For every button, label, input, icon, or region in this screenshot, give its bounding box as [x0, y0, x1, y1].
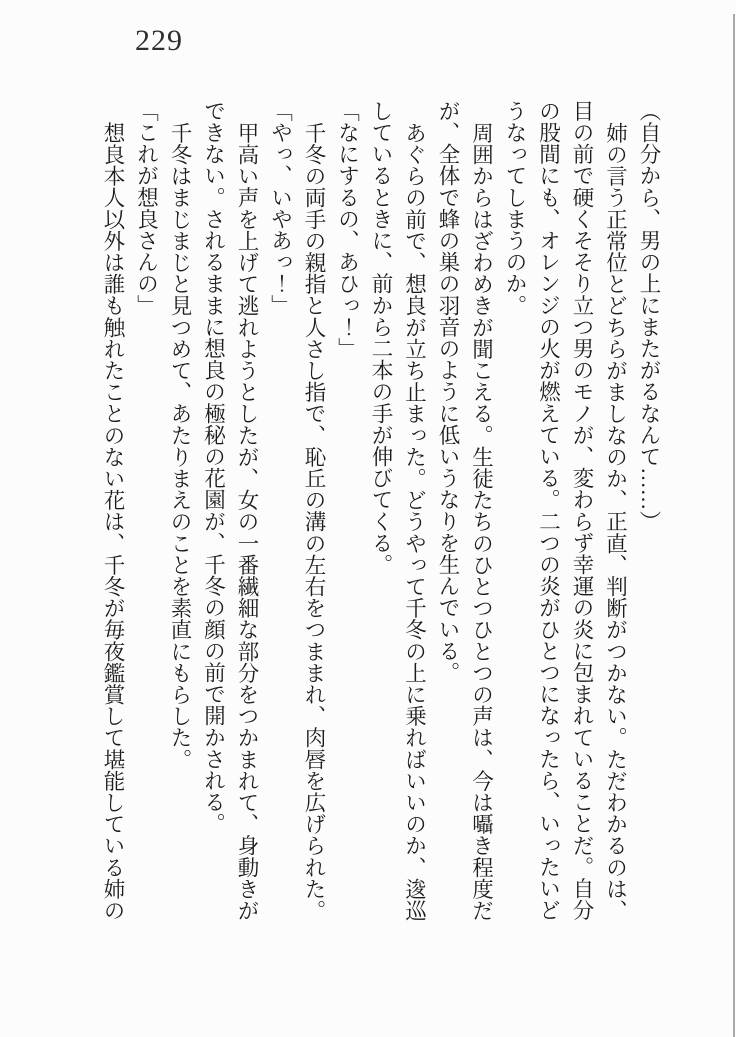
text-line: 千冬の両手の親指と人さし指で、恥丘の溝の左右をつままれ、肉唇を広げられた。 — [302, 121, 326, 921]
body-text-block — [93, 100, 665, 932]
page-edge-line — [733, 14, 735, 1037]
text-line: 千冬はまじまじと見つめて、あたりまえのことを素直にもらした。 — [168, 121, 192, 770]
page-number: 229 — [135, 24, 183, 57]
text-line: 想良本人以外は誰も触れたことのない花は、千冬が毎夜鑑賞して堪能している姉の — [101, 121, 125, 921]
text-line: （自分から、男の上にまたがるなんて……） — [637, 100, 661, 532]
text-line: あぐらの前で、想良が立ち止まった。どうやって千冬の上に乗ればいいのか、逡巡 — [402, 121, 427, 921]
text-line: できない。されるままに想良の極秘の花園が、千冬の顔の前で開かされる。 — [201, 100, 226, 835]
text-line: しているときに、前から二本の手が伸びてくる。 — [369, 100, 393, 576]
text-line: うなってしまうのか。 — [503, 100, 527, 316]
text-line: が、全体で蜂の巣の羽音のように低いうなりを生んでいる。 — [436, 100, 460, 684]
text-line: 目の前で硬くそそり立つ男のモノが、変わらず幸運の炎に包まれていることだ。自分 — [570, 100, 594, 921]
text-line: 姉の言う正常位とどちらがましなのか、正直、判断がつかない。ただわかるのは、 — [603, 121, 628, 921]
text-line: 「なにするの、あひっ！」 — [335, 100, 360, 360]
text-line: の股間にも、オレンジの火が燃えている。二つの炎がひとつになったら、いったいど — [536, 100, 561, 921]
text-line: 「これが想良さんの」 — [134, 100, 159, 316]
text-line: 「やっ、いやあっ！」 — [268, 100, 293, 316]
text-line: 周囲からはざわめきが聞こえる。生徒たちのひとつひとつの声は、今は囁き程度だ — [469, 121, 494, 921]
text-line: 甲高い声を上げて逃れようとしたが、女の一番繊細な部分をつかまれて、身動きが — [235, 121, 259, 921]
